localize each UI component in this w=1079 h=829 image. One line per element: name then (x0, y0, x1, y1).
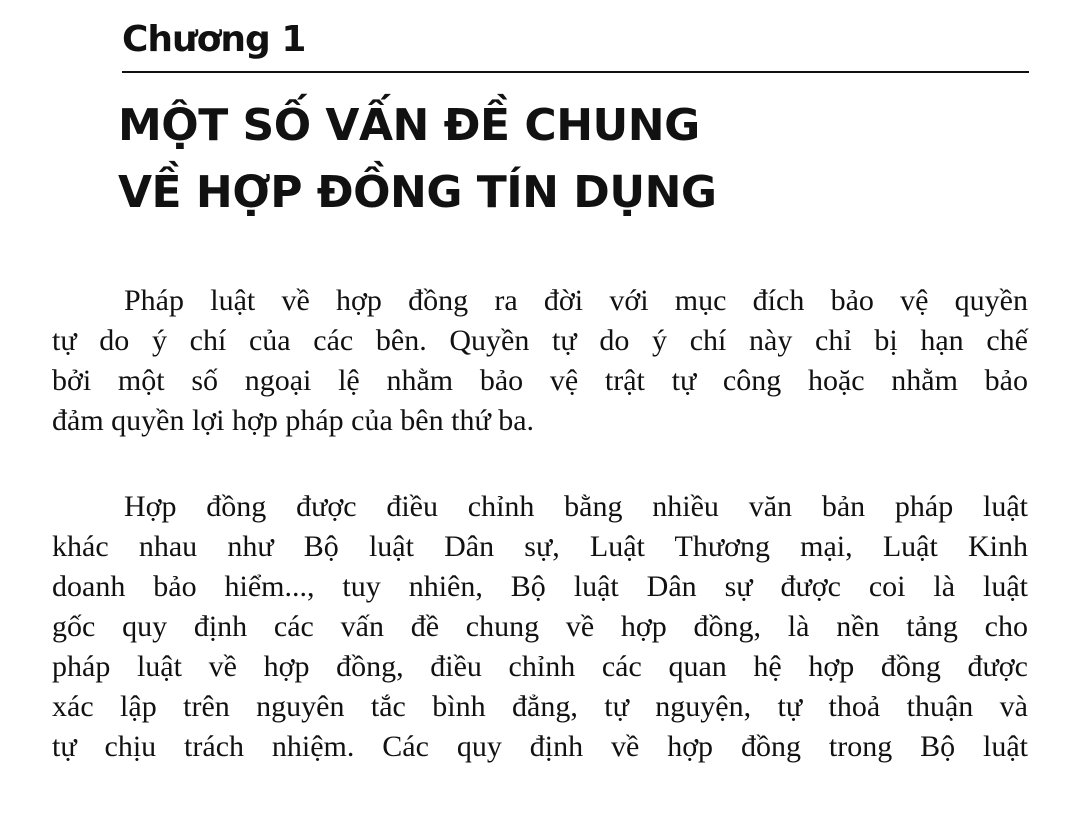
paragraph-line: tự do ý chí của các bên. Quyền tự do ý chí này chỉ bị hạn chế (52, 324, 1028, 357)
chapter-title-line: VỀ HỢP ĐỒNG TÍN DỤNG (118, 167, 717, 218)
paragraph-line: khác nhau như Bộ luật Dân sự, Luật Thương mại, Luật Kinh (52, 530, 1028, 563)
paragraph-line: doanh bảo hiểm..., tuy nhiên, Bộ luật Dân sự được coi là luật (52, 570, 1028, 603)
paragraph-line: Hợp đồng được điều chỉnh bằng nhiều văn bản pháp luật (124, 490, 1028, 523)
paragraph-line: pháp luật về hợp đồng, điều chỉnh các quan hệ hợp đồng được (52, 650, 1028, 683)
chapter-title (118, 92, 717, 226)
chapter-label: Chương 1 (122, 19, 306, 60)
paragraph-line: xác lập trên nguyên tắc bình đẳng, tự nguyện, tự thoả thuận và (52, 690, 1028, 723)
paragraph-line: gốc quy định các vấn đề chung về hợp đồng, là nền tảng cho (52, 610, 1028, 643)
chapter-divider (122, 71, 1029, 73)
paragraph-line: đảm quyền lợi hợp pháp của bên thứ ba. (52, 404, 535, 437)
chapter-title-line: MỘT SỐ VẤN ĐỀ CHUNG (118, 100, 700, 151)
paragraph-line: Pháp luật về hợp đồng ra đời với mục đích bảo vệ quyền (124, 284, 1028, 317)
paragraph-line: tự chịu trách nhiệm. Các quy định về hợp đồng trong Bộ luật (52, 730, 1028, 763)
paragraph (52, 281, 1028, 441)
paragraph-line: bởi một số ngoại lệ nhằm bảo vệ trật tự công hoặc nhằm bảo (52, 364, 1028, 397)
paragraph (52, 487, 1028, 767)
